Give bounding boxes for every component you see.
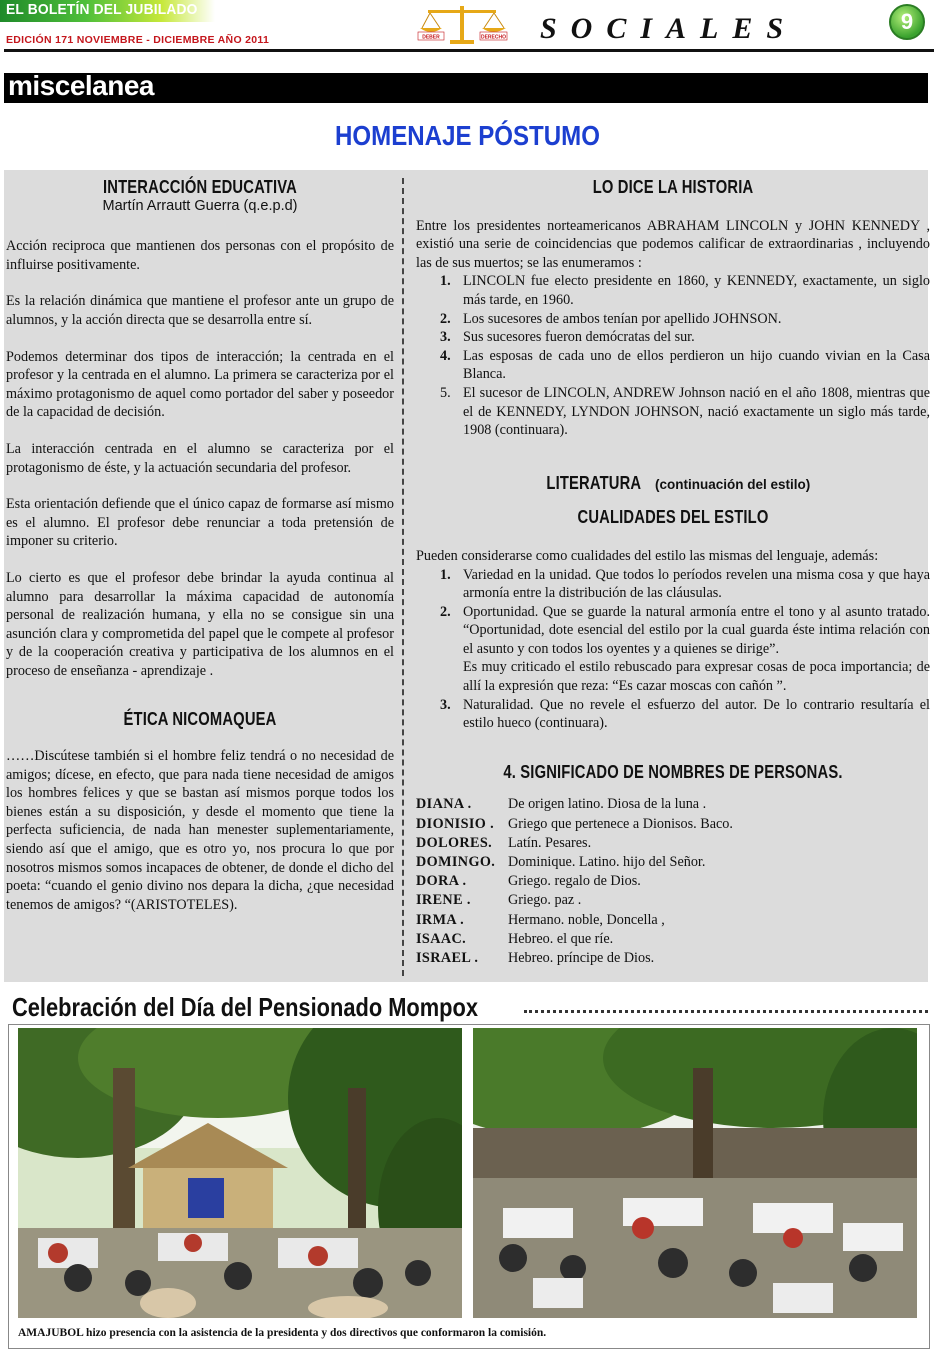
literature-title-rest: (continuación del estilo) <box>654 476 811 492</box>
right-column <box>416 178 930 968</box>
page-number-badge: 9 <box>889 4 925 40</box>
paragraph: Esta orientación defiende que el único capaz de formarse así mismo es el alumno. El profesor debe renunciar a toda pretensión de imponer su criterio. <box>6 496 394 550</box>
main-title: HOMENAJE PÓSTUMO <box>335 120 600 151</box>
photo-section-title: Celebración del Día del Pensionado Mompox <box>12 992 479 1022</box>
list-item: 1. LINCOLN fue electo presidente en 1860, y KENNEDY, exactamente, un siglo más tarde, en 1960. <box>440 273 930 308</box>
section-name: SOCIALES <box>540 12 798 45</box>
paragraph: La interacción centrada en el alumno se caracteriza por el protagonismo de éste, y la actuación secundaria del profesor. <box>6 440 394 476</box>
name-row: DIONISIO . Griego que pertenece a Dionisos. Baco. <box>416 815 733 832</box>
literature-title-bold: LITERATURA <box>546 472 642 493</box>
list-item: 2. Oportunidad. Que se guarde la natural armonía entre el tono y al asunto tratado. “Oportunidad, dote esencial del estilo por la cual guarda éste intima relación con el asunto y con todos los oyentes y a quienes se dirige”. Es muy criticado el estilo rebuscado para expresar cosas de poca importancia; de allí la expresión que reza: “Es cazar moscas con cañón ”. <box>440 603 930 695</box>
header-rule <box>4 49 934 52</box>
article-title-etica: ÉTICA NICOMAQUEA <box>123 709 277 730</box>
paragraph: Acción reciproca que mantienen dos personas con el propósito de influirse positivamente. <box>6 238 394 273</box>
name-row: IRMA . Hermano. noble, Doncella , <box>416 911 665 928</box>
dotted-rule <box>524 1010 928 1013</box>
logo-right-label: DERECHO <box>480 34 507 41</box>
section-bar-label: miscelanea <box>8 70 154 101</box>
name-row: DOMINGO. Dominique. Latino. hijo del Señor. <box>416 854 706 871</box>
literature-list <box>416 566 930 733</box>
paragraph: Lo cierto es que el profesor debe brindar la ayuda continua al alumno para desarrollar la máxima capacidad de autonomía personal de realización humana, y ella no se consigue sin una asunción clara y comprometida del papel que le compete al profesor y de la cooperación creativa y participativa de los alumnos en el proceso de enseñanza - aprendizaje . <box>6 569 394 679</box>
list-item: 2. Los sucesores de ambos tenían por apellido JOHNSON. <box>440 310 782 327</box>
publication-title: EL BOLETÍN DEL JUBILADO <box>6 1 198 18</box>
literature-subtitle: CUALIDADES DEL ESTILO <box>577 507 769 528</box>
names-title: 4. SIGNIFICADO DE NOMBRES DE PERSONAS. <box>503 761 843 782</box>
article-title-historia: LO DICE LA HISTORIA <box>592 177 754 197</box>
left-column <box>6 178 394 932</box>
name-row: DIANA . De origen latino. Diosa de la luna . <box>416 796 707 813</box>
name-row: ISRAEL . Hebreo. príncipe de Dios. <box>416 950 655 967</box>
scales-logo-icon <box>416 2 508 46</box>
list-item: 4. Las esposas de cada uno de ellos perdieron un hijo cuando vivian en la Casa Blanca. <box>440 347 930 383</box>
event-photo-right-image <box>473 1028 917 1318</box>
edition-line: EDICIÓN 171 NOVIEMBRE - DICIEMBRE AÑO 2011 <box>6 34 270 46</box>
paragraph: Pueden considerarse como cualidades del estilo las mismas del lenguaje, además: <box>416 547 879 564</box>
list-item: 5. El sucesor de LINCOLN, ANDREW Johnson nació en el año 1808, mientras que el de KENNEDY, LYNDON JOHNSON, nació exactamente un siglo más tarde, 1908 (continuara). <box>440 384 930 439</box>
paragraph: Es la relación dinámica que mantiene el profesor ante un grupo de alumnos, y la acción directa que se desarrolla entre sí. <box>6 293 394 328</box>
list-item: 3. Naturalidad. Que no revele el esfuerzo del autor. De lo contrario resultaría el estilo hueco (continuara). <box>440 696 930 732</box>
event-photo-left <box>18 1028 462 1318</box>
names-list <box>416 795 930 968</box>
logo-left-label: DEBER <box>422 34 440 41</box>
list-item: 3. Sus sucesores fueron demócratas del sur. <box>440 329 695 346</box>
event-photo-left-image <box>18 1028 462 1318</box>
name-row: ISAAC. Hebreo. el que ríe. <box>416 930 614 947</box>
section-bar <box>4 70 928 103</box>
list-item: 1. Variedad en la unidad. Que todos lo períodos revelen una misma cosa y que haya armonía entre la distribución de las cláusulas. <box>440 566 930 602</box>
page-header <box>0 0 945 56</box>
history-list <box>416 272 930 439</box>
column-divider <box>402 178 404 976</box>
article-title-interaccion: INTERACCIÓN EDUCATIVA <box>103 177 297 197</box>
photo-caption: AMAJUBOL hizo presencia con la asistencia de la presidenta y dos directivos que conformaron la comisión. <box>18 1327 547 1339</box>
name-row: IRENE . Griego. paz . <box>416 892 582 909</box>
name-row: DORA . Griego. regalo de Dios. <box>416 873 641 890</box>
event-photo-right <box>473 1028 917 1318</box>
paragraph: ……Discútese también si el hombre feliz tendrá o no necesidad de amigos; dícese, en efecto, que para nada tiene necesidad de amigos los hombres felices y que se bastan así mismos porque todos los bienes están a su disposición, y desde el momento que tiene la perfecta suficiencia, de nada han menester suplementariamente, siendo así que el amigo, que es otro yo, nos procura lo que por nosotros mismos somos incapaces de obtener, de donde el dicho del poeta: “cuando el genio divino nos depara la dicha, ¿que necesidad tenemos de amigos? “(ARISTOTELES). <box>6 748 394 913</box>
name-row: DOLORES. Latín. Pesares. <box>416 834 592 851</box>
paragraph: Podemos determinar dos tipos de interacción; la centrada en el profesor y la centrada en el alumno. La primera se caracteriza por el máximo protagonismo de aquel como portador del saber y poseedor de la capacidad de decisión. <box>6 348 394 421</box>
literature-title <box>416 474 930 495</box>
article-author: Martín Arrautt Guerra (q.e.p.d) <box>102 197 298 214</box>
paragraph: Entre los presidentes norteamericanos ABRAHAM LINCOLN y JOHN KENNEDY , existió una serie de coincidencias que podemos calificar de extraordinarias , incluyendo las de sus muertos; se las enumeramos : <box>416 217 930 271</box>
